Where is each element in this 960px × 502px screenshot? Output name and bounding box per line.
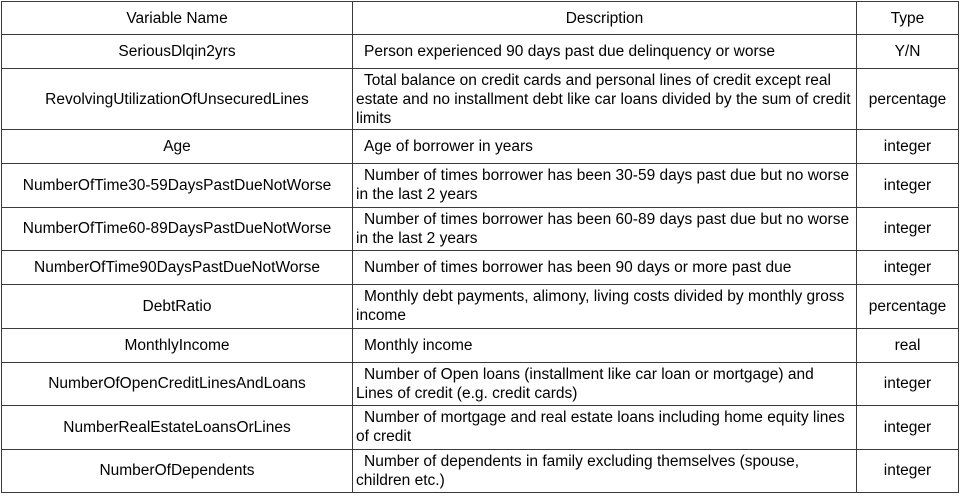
variable-name-cell: NumberRealEstateLoansOrLines (2, 406, 353, 450)
description-cell (353, 130, 857, 164)
type-cell: Y/N (857, 35, 959, 69)
header-type: Type (857, 2, 959, 35)
description-cell (353, 35, 857, 69)
description-text: Monthly income (364, 336, 473, 354)
description-cell (353, 449, 857, 493)
variable-name-cell: NumberOfTime30-59DaysPastDueNotWorse (2, 164, 353, 208)
description-cell (353, 207, 857, 251)
table-row (2, 362, 959, 406)
description-text: Total balance on credit cards and personal lines of credit except real estate and no installment debt like car loans divided by the sum of credit limits (356, 71, 851, 127)
table-row (2, 406, 959, 450)
type-cell: real (857, 328, 959, 362)
type-cell: percentage (857, 285, 959, 329)
type-cell: integer (857, 130, 959, 164)
description-cell (353, 69, 857, 130)
description-cell (353, 328, 857, 362)
description-text: Number of dependents in family excluding themselves (spouse, children etc.) (356, 452, 800, 489)
table-row (2, 207, 959, 251)
description-text: Number of Open loans (installment like car loan or mortgage) and Lines of credit (e.g. credit cards) (356, 365, 814, 402)
variable-table (1, 1, 959, 493)
variable-name-cell: SeriousDlqin2yrs (2, 35, 353, 69)
variable-name-cell: NumberOfDependents (2, 449, 353, 493)
description-cell (353, 164, 857, 208)
header-variable-name: Variable Name (2, 2, 353, 35)
variable-name-cell: NumberOfTime60-89DaysPastDueNotWorse (2, 207, 353, 251)
type-cell: percentage (857, 69, 959, 130)
description-text: Number of times borrower has been 60-89 days past due but no worse in the last 2 years (356, 210, 850, 247)
table-row (2, 328, 959, 362)
variable-name-cell: DebtRatio (2, 285, 353, 329)
variable-name-cell: NumberOfTime90DaysPastDueNotWorse (2, 251, 353, 285)
type-cell: integer (857, 251, 959, 285)
variable-name-cell: Age (2, 130, 353, 164)
description-cell (353, 251, 857, 285)
table-header-row (2, 2, 959, 35)
type-cell: integer (857, 207, 959, 251)
header-description: Description (353, 2, 857, 35)
description-cell (353, 362, 857, 406)
type-cell: integer (857, 362, 959, 406)
table-row (2, 69, 959, 130)
type-cell: integer (857, 406, 959, 450)
table-row (2, 285, 959, 329)
description-text: Number of times borrower has been 90 days or more past due (364, 259, 792, 276)
description-text: Person experienced 90 days past due delinquency or worse (364, 43, 776, 60)
table-row (2, 449, 959, 493)
table-row (2, 35, 959, 69)
description-text: Age of borrower in years (364, 138, 533, 155)
description-text: Monthly debt payments, alimony, living costs divided by monthly gross income (356, 288, 845, 325)
description-cell (353, 406, 857, 450)
table-row (2, 130, 959, 164)
variable-name-cell: MonthlyIncome (2, 328, 353, 362)
description-text: Number of mortgage and real estate loans including home equity lines of credit (356, 409, 845, 446)
variable-name-cell: RevolvingUtilizationOfUnsecuredLines (2, 69, 353, 130)
description-cell (353, 285, 857, 329)
table-row (2, 251, 959, 285)
type-cell: integer (857, 449, 959, 493)
variable-name-cell: NumberOfOpenCreditLinesAndLoans (2, 362, 353, 406)
type-cell: integer (857, 164, 959, 208)
table-row (2, 164, 959, 208)
description-text: Number of times borrower has been 30-59 days past due but no worse in the last 2 years (356, 167, 850, 204)
